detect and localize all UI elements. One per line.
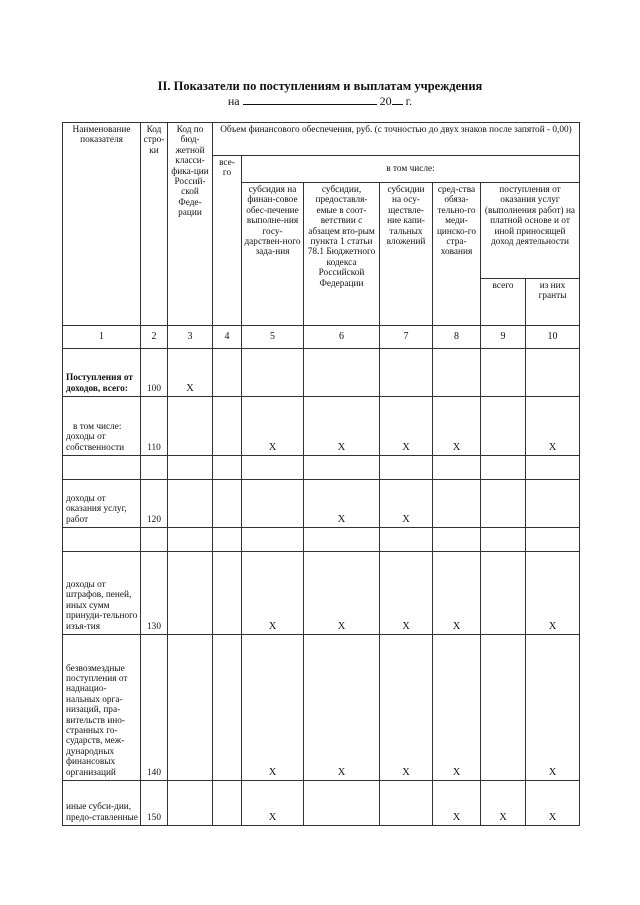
row-code: 120 — [141, 480, 168, 528]
row-cell — [213, 480, 242, 528]
row-cell — [213, 397, 242, 456]
row-cell — [242, 480, 304, 528]
row-cell — [213, 552, 242, 635]
row-name: Поступления от доходов, всего: — [63, 349, 141, 397]
row-name: доходы от штрафов, пеней, иных сумм принуди-тельного изъя-тия — [63, 552, 141, 635]
row-cell — [481, 552, 526, 635]
header-subsidy-capital: субсидии на осу-ществле-ние капи-тальных вложений — [380, 183, 433, 326]
row-cell — [168, 552, 213, 635]
row-cell — [168, 397, 213, 456]
row-cell: X — [242, 781, 304, 826]
row-cell: X — [380, 552, 433, 635]
header-volume: Объем финансового обеспечения, руб. (с точностью до двух знаков после запятой - 0,00) — [213, 123, 580, 156]
column-number: 3 — [168, 326, 213, 349]
date-blank-field[interactable] — [243, 93, 377, 105]
header-paid-grants: из них гранты — [526, 279, 580, 326]
column-number: 9 — [481, 326, 526, 349]
row-cell — [168, 781, 213, 826]
row-cell: X — [304, 635, 380, 781]
row-cell: X — [526, 397, 580, 456]
row-code: 140 — [141, 635, 168, 781]
row-code: 130 — [141, 552, 168, 635]
row-cell: X — [242, 552, 304, 635]
row-cell: X — [433, 635, 481, 781]
row-cell: X — [168, 349, 213, 397]
table-row — [63, 552, 580, 635]
header-code: Код стро-ки — [141, 123, 168, 326]
column-number: 8 — [433, 326, 481, 349]
table-row-blank — [63, 528, 580, 552]
row-cell — [304, 349, 380, 397]
row-cell: X — [380, 635, 433, 781]
page-subtitle — [0, 93, 640, 108]
year-blank-field[interactable] — [392, 93, 403, 105]
table-row — [63, 397, 580, 456]
row-name: доходы от оказания услуг, работ — [63, 480, 141, 528]
row-cell — [380, 349, 433, 397]
page-title: II. Показатели по поступлениям и выплатам учреждения — [157, 79, 483, 93]
table-row — [63, 781, 580, 826]
row-cell — [242, 349, 304, 397]
row-cell — [433, 349, 481, 397]
header-name: Наименование показателя — [63, 123, 141, 326]
row-cell: X — [304, 552, 380, 635]
row-cell: X — [433, 552, 481, 635]
column-number: 7 — [380, 326, 433, 349]
row-cell: X — [433, 397, 481, 456]
header-paid-total: всего — [481, 279, 526, 326]
header-including: в том числе: — [242, 156, 580, 183]
row-cell — [168, 480, 213, 528]
row-name-lead: в том числе: — [73, 421, 122, 432]
row-cell: X — [526, 781, 580, 826]
subtitle-suffix: г. — [405, 94, 413, 108]
row-cell — [213, 349, 242, 397]
column-number-row — [63, 326, 580, 349]
header-total: все-го — [213, 156, 242, 326]
table-row — [63, 480, 580, 528]
column-number: 6 — [304, 326, 380, 349]
table-row-blank — [63, 456, 580, 480]
column-number: 10 — [526, 326, 580, 349]
column-number: 5 — [242, 326, 304, 349]
row-cell — [481, 480, 526, 528]
row-cell — [168, 635, 213, 781]
header-medical-insurance: сред-ства обяза-тельно-го меди-цинско-го стра-хования — [433, 183, 481, 326]
subtitle-prefix: на — [227, 94, 240, 108]
row-cell — [213, 781, 242, 826]
row-cell: X — [526, 635, 580, 781]
row-name: иные субси-дии, предо-ставленные — [63, 781, 141, 826]
column-number: 1 — [63, 326, 141, 349]
column-number: 2 — [141, 326, 168, 349]
row-name-text: доходы от собственности — [66, 432, 125, 453]
row-code: 110 — [141, 397, 168, 456]
row-cell: X — [242, 635, 304, 781]
row-cell — [481, 635, 526, 781]
row-cell: X — [304, 397, 380, 456]
header-paid-services: поступления от оказания услуг (выполнения работ) на платной основе и от иной приносящей доход деятельности — [481, 183, 580, 279]
subtitle-year: 20 — [379, 94, 392, 108]
row-cell: X — [481, 781, 526, 826]
row-cell: X — [242, 397, 304, 456]
row-cell: X — [380, 397, 433, 456]
row-cell: X — [526, 552, 580, 635]
header-budget-code: Код по бюд-жетной класси-фика-ции Россий-ской Феде-рации — [168, 123, 213, 326]
row-cell — [481, 397, 526, 456]
row-cell — [526, 480, 580, 528]
header-subsidy-state-task: субсидия на финан-совое обес-печение выполне-ния госу-дарствен-ного зада-ния — [242, 183, 304, 326]
header-subsidy-781: субсидии, предоставля-емые в соот-ветствии с абзацем вто-рым пункта 1 статьи 78.1 Бюджетного кодекса Российской Федерации — [304, 183, 380, 326]
row-cell — [481, 349, 526, 397]
row-cell — [433, 480, 481, 528]
row-name: безвозмездные поступления от наднацио-нальных орга-низаций, пра-вительств ино-странных го-сударств, меж-дународных финансовых организаций — [63, 635, 141, 781]
receipts-payments-table — [62, 122, 580, 826]
row-cell: X — [380, 480, 433, 528]
row-name — [63, 397, 141, 456]
row-cell — [526, 349, 580, 397]
row-code: 150 — [141, 781, 168, 826]
row-cell: X — [304, 480, 380, 528]
row-cell — [380, 781, 433, 826]
row-cell — [304, 781, 380, 826]
table-row — [63, 349, 580, 397]
row-code: 100 — [141, 349, 168, 397]
column-number: 4 — [213, 326, 242, 349]
row-cell: X — [433, 781, 481, 826]
table-row — [63, 635, 580, 781]
row-cell — [213, 635, 242, 781]
